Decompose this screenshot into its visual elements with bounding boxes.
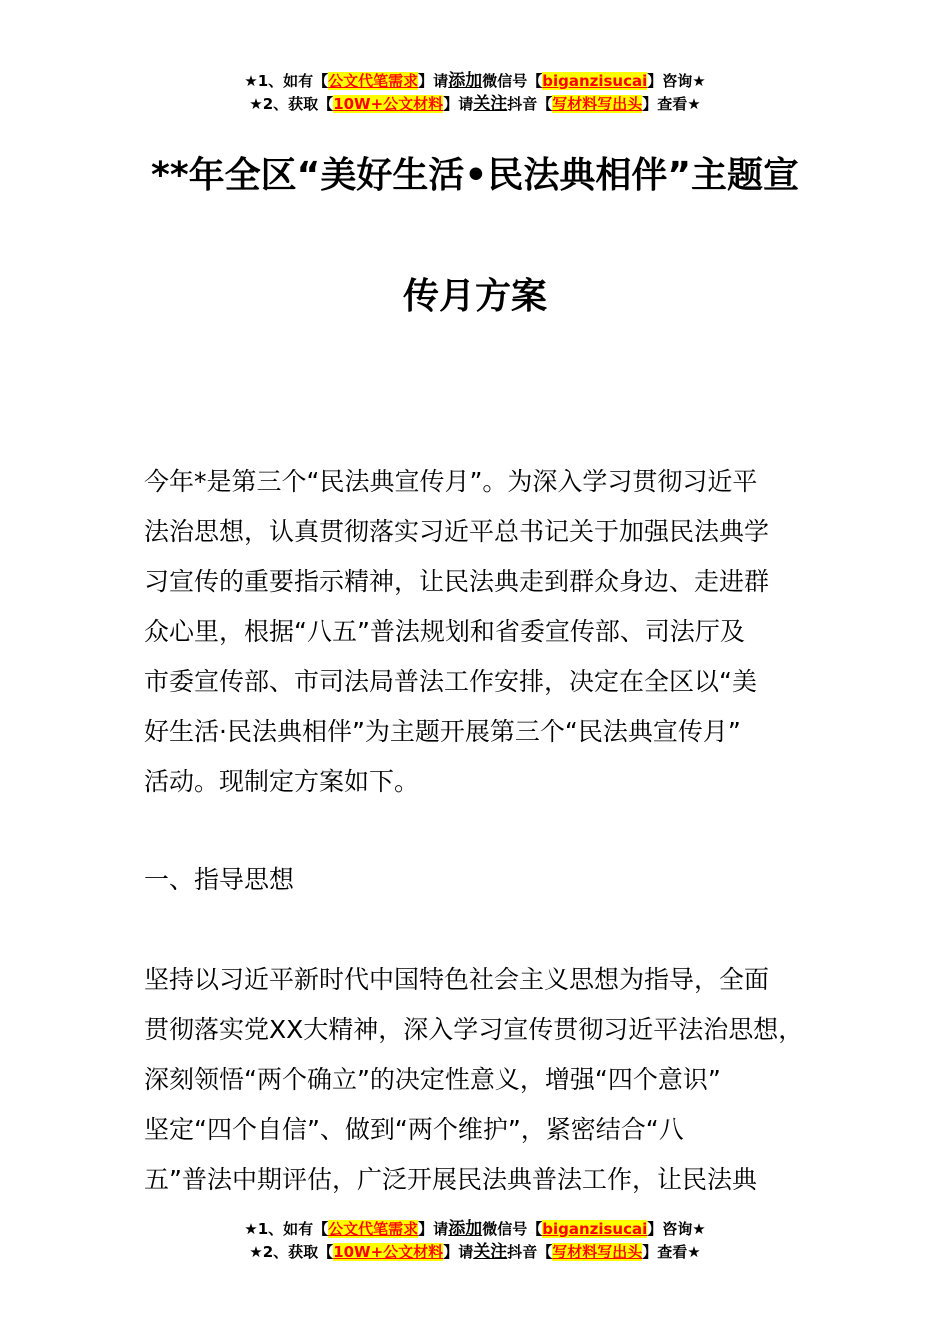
paragraph-line: 坚持以习近平新时代中国特色社会主义思想为指导，全面 — [144, 965, 770, 994]
paragraph-line: 习宣传的重要指示精神，让民法典走到群众身边、走进群 — [144, 567, 770, 596]
banner-emphasis: 关注 — [473, 94, 508, 114]
banner-text: 】请 — [418, 72, 449, 90]
banner-douyin-id: 写材料写出头 — [552, 95, 643, 113]
banner-emphasis: 关注 — [473, 1242, 508, 1262]
paragraph-line: 贯彻落实党XX大精神，深入学习宣传贯彻习近平法治思想， — [144, 1015, 804, 1044]
paragraph-line: 坚定“四个自信”、做到“两个维护”，紧密结合“八 — [144, 1115, 684, 1144]
banner-text: 抖音【 — [507, 95, 553, 113]
banner-highlight: 公文代笔需求 — [328, 72, 419, 90]
banner-highlight: 10W+公文材料 — [333, 95, 444, 113]
banner-text: ★1、如有【 — [244, 72, 329, 90]
banner-highlight: 10W+公文材料 — [333, 1243, 444, 1261]
banner-highlight: 公文代笔需求 — [328, 1220, 419, 1238]
paragraph-line: 今年*是第三个“民法典宣传月”。为深入学习贯彻习近平 — [144, 467, 758, 496]
banner-text: 】查看★ — [642, 1243, 701, 1261]
banner-text: ★2、获取【 — [249, 1243, 334, 1261]
banner-text: 】请 — [418, 1220, 449, 1238]
banner-text: 微信号【 — [482, 1220, 543, 1238]
document-title-line-1: **年全区“美好生活•民法典相伴”主题宣 — [151, 155, 799, 196]
banner-text: 】咨询★ — [647, 72, 706, 90]
footer-banner — [0, 1218, 950, 1264]
paragraph-line: 活动。现制定方案如下。 — [144, 767, 420, 796]
banner-text: 】咨询★ — [647, 1220, 706, 1238]
paragraph-line: 市委宣传部、市司法局普法工作安排，决定在全区以“美 — [144, 667, 757, 696]
paragraph-line: 好生活·民法典相伴”为主题开展第三个“民法典宣传月” — [144, 717, 741, 746]
section-heading-text: 一、指导思想 — [144, 865, 295, 894]
banner-line-1 — [0, 70, 950, 93]
banner-text: ★1、如有【 — [244, 1220, 329, 1238]
header-banner — [0, 70, 950, 116]
banner-text: 微信号【 — [482, 72, 543, 90]
banner-text: ★2、获取【 — [249, 95, 334, 113]
paragraph-line: 众心里，根据“八五”普法规划和省委宣传部、司法厅及 — [144, 617, 745, 646]
banner-line-1 — [0, 1218, 950, 1241]
banner-line-2 — [0, 1241, 950, 1264]
banner-emphasis: 添加 — [448, 71, 483, 91]
intro-paragraph — [144, 457, 844, 807]
paragraph-line: 深刻领悟“两个确立”的决定性意义，增强“四个意识” — [144, 1065, 721, 1094]
document-title-line-2: 传月方案 — [402, 276, 547, 317]
paragraph-line: 五”普法中期评估，广泛开展民法典普法工作，让民法典 — [144, 1165, 757, 1194]
guiding-thought-paragraph — [144, 955, 844, 1205]
banner-text: 】请 — [443, 95, 474, 113]
banner-text: 抖音【 — [507, 1243, 553, 1261]
banner-wechat-id: biganzisucai — [542, 1220, 648, 1238]
paragraph-line: 法治思想，认真贯彻落实习近平总书记关于加强民法典学 — [144, 517, 770, 546]
banner-douyin-id: 写材料写出头 — [552, 1243, 643, 1261]
banner-wechat-id: biganzisucai — [542, 72, 648, 90]
banner-emphasis: 添加 — [448, 1219, 483, 1239]
banner-text: 】查看★ — [642, 95, 701, 113]
banner-text: 】请 — [443, 1243, 474, 1261]
section-heading-guiding-thought — [144, 855, 844, 905]
banner-line-2 — [0, 93, 950, 116]
